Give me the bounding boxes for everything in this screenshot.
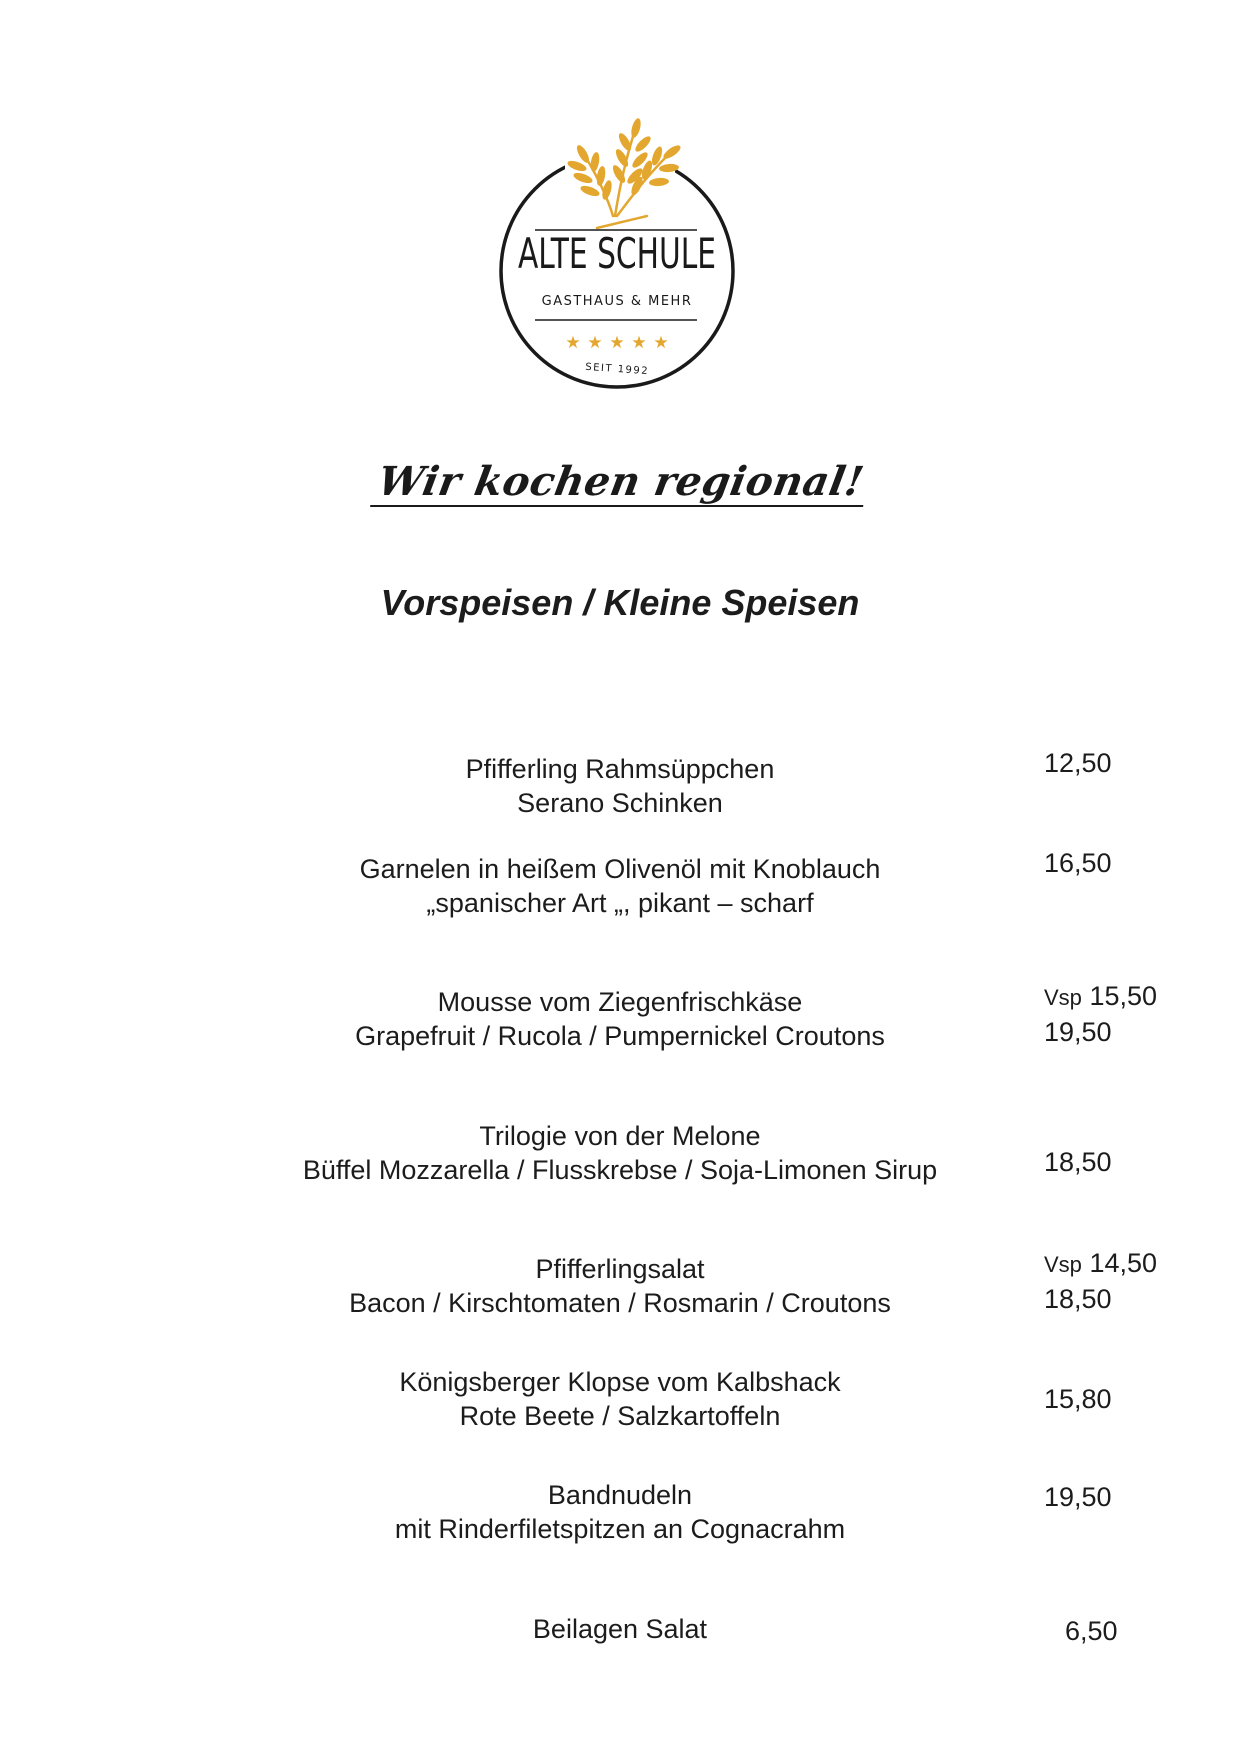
svg-text:★: ★ — [653, 333, 669, 353]
price-group — [1044, 1246, 1184, 1316]
dish-name: Beilagen Salat — [532, 1614, 708, 1644]
dish-detail: Serano Schinken — [517, 788, 723, 818]
svg-text:GASTHAUS & MEHR: GASTHAUS & MEHR — [541, 294, 693, 309]
section-title: Vorspeisen / Kleine Speisen — [380, 582, 860, 623]
price: 12,50 — [1044, 748, 1112, 778]
dish-name: Garnelen in heißem Olivenöl mit Knoblauch — [359, 854, 881, 884]
price: 19,50 — [1044, 1482, 1112, 1512]
vsp-label: Vsp — [1044, 985, 1082, 1010]
dish-description — [240, 1612, 1000, 1646]
svg-text:★: ★ — [631, 333, 647, 353]
dish-detail: mit Rinderfiletspitzen an Cognacrahm — [394, 1514, 846, 1544]
dish-name: Mousse vom Ziegenfrischkäse — [437, 987, 803, 1017]
dish-name: Trilogie von der Melone — [479, 1121, 761, 1151]
dish-detail: Grapefruit / Rucola / Pumpernickel Croutons — [355, 1021, 885, 1051]
dish-name: Pfifferling Rahmsüppchen — [465, 754, 775, 784]
dish-description — [240, 985, 1000, 1053]
dish-description — [240, 1252, 1000, 1320]
dish-description — [240, 852, 1000, 920]
svg-text:ALTE SCHULE: ALTE SCHULE — [518, 230, 716, 279]
dish-detail: „spanischer Art „, pikant – scharf — [426, 888, 814, 918]
svg-text:★: ★ — [565, 333, 581, 353]
svg-text:★: ★ — [587, 333, 603, 353]
vsp-price: 14,50 — [1089, 1248, 1158, 1278]
price-group — [1044, 979, 1184, 1049]
dish-detail: Rote Beete / Salzkartoffeln — [459, 1401, 781, 1431]
price: 19,50 — [1044, 1017, 1112, 1047]
dish-description — [240, 752, 1000, 820]
vsp-price: 15,50 — [1089, 981, 1158, 1011]
svg-text:SEIT 1992: SEIT 1992 — [584, 361, 650, 378]
dish-detail: Bacon / Kirschtomaten / Rosmarin / Croutons — [349, 1288, 891, 1318]
vsp-label: Vsp — [1044, 1252, 1082, 1277]
price: 6,50 — [1065, 1616, 1118, 1646]
restaurant-logo — [497, 116, 747, 396]
dish-name: Bandnudeln — [547, 1480, 693, 1510]
price: 15,80 — [1044, 1384, 1112, 1414]
dish-description — [240, 1119, 1000, 1187]
slogan — [0, 458, 1240, 507]
dish-name: Königsberger Klopse vom Kalbshack — [399, 1367, 841, 1397]
dish-detail: Büffel Mozzarella / Flusskrebse / Soja-Limonen Sirup — [302, 1155, 938, 1185]
slogan-text: Wir kochen regional! — [370, 462, 871, 507]
price: 16,50 — [1044, 848, 1112, 878]
dish-description — [240, 1365, 1000, 1433]
price: 18,50 — [1044, 1147, 1112, 1177]
dish-name: Pfifferlingsalat — [535, 1254, 705, 1284]
svg-text:★: ★ — [609, 333, 625, 353]
price: 18,50 — [1044, 1284, 1112, 1314]
dish-description — [240, 1478, 1000, 1546]
